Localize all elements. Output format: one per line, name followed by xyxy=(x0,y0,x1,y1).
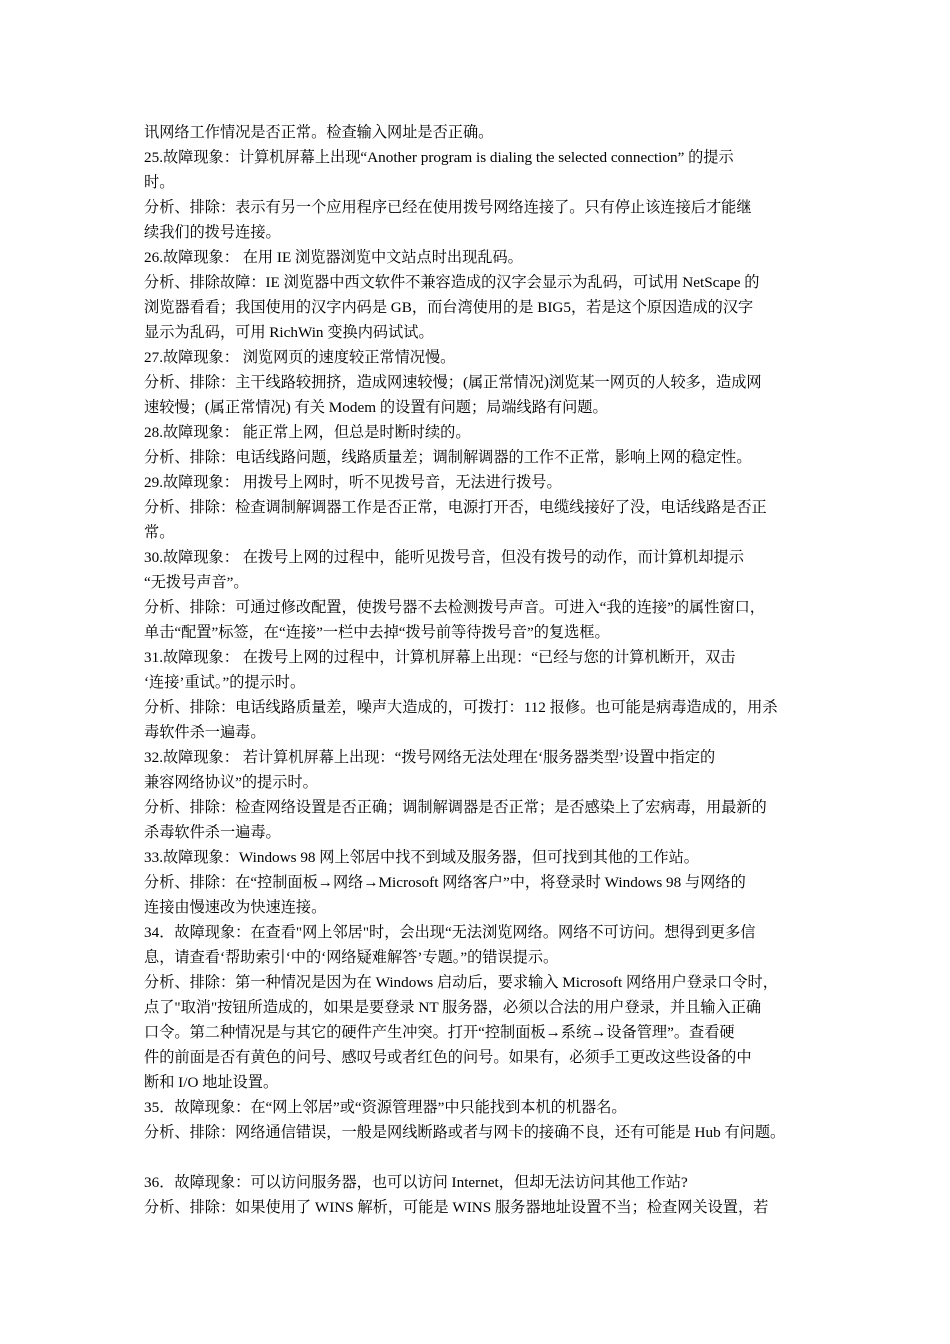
text-line: 讯网络工作情况是否正常。检查输入网址是否正确。 xyxy=(144,124,494,141)
text-line: 分析、排除：如果使用了 WINS 解析，可能是 WINS 服务器地址设置不当；检查网关设置，若 xyxy=(144,1199,769,1216)
text-line: 27.故障现象： 浏览网页的速度较正常情况慢。 xyxy=(144,349,456,366)
text-line: 分析、排除：第一种情况是因为在 Windows 启动后，要求输入 Microsoft 网络用户登录口令时， xyxy=(144,974,778,991)
text-line: 显示为乱码，可用 RichWin 变换内码试试。 xyxy=(144,324,434,341)
text-line: 分析、排除故障：IE 浏览器中西文软件不兼容造成的汉字会显示为乱码，可试用 NetScape 的 xyxy=(144,274,760,291)
text-line: 点了"取消"按钮所造成的，如果是要登录 NT 服务器，必须以合法的用户登录，并且输入正确 xyxy=(144,999,762,1016)
text-line: 续我们的拨号连接。 xyxy=(144,224,281,241)
text-line: 分析、排除：网络通信错误，一般是网线断路或者与网卡的接确不良，还有可能是 Hub 有问题。 xyxy=(144,1124,786,1141)
text-line: 件的前面是否有黄色的问号、感叹号或者红色的问号。如果有，必须手工更改这些设备的中 xyxy=(144,1049,752,1066)
text-line: 分析、排除：电话线路质量差，噪声大造成的，可拨打：112 报修。也可能是病毒造成的，用杀 xyxy=(144,699,778,716)
text-line: 分析、排除：可通过修改配置，使拨号器不去检测拨号声音。可进入“我的连接”的属性窗口， xyxy=(144,599,765,616)
text-line: 分析、排除：主干线路较拥挤，造成网速较慢；(属正常情况)浏览某一网页的人较多，造成网 xyxy=(144,374,762,391)
text-line: 兼容网络协议”的提示时。 xyxy=(144,774,318,791)
text-line: 分析、排除：表示有另一个应用程序已经在使用拨号网络连接了。只有停止该连接后才能继 xyxy=(144,199,752,216)
text-line: 31.故障现象： 在拨号上网的过程中，计算机屏幕上出现：“已经与您的计算机断开，双击 xyxy=(144,649,736,666)
text-line: 时。 xyxy=(144,174,175,191)
text-line: 32.故障现象： 若计算机屏幕上出现：“拨号网络无法处理在‘服务器类型’设置中指定的 xyxy=(144,749,716,766)
text-line: 分析、排除：在“控制面板→网络→Microsoft 网络客户”中，将登录时 Windows 98 与网络的 xyxy=(144,874,746,891)
text-line: 分析、排除：电话线路问题，线路质量差；调制解调器的工作不正常，影响上网的稳定性。 xyxy=(144,449,752,466)
text-line: 分析、排除：检查调制解调器工作是否正常，电源打开否，电缆线接好了没，电话线路是否正 xyxy=(144,499,767,516)
text-line: 杀毒软件杀一遍毒。 xyxy=(144,824,281,841)
text-line: 单击“配置”标签，在“连接”一栏中去掉“拨号前等待拨号音”的复选框。 xyxy=(144,624,610,641)
text-line: 速较慢；(属正常情况) 有关 Modem 的设置有问题；局端线路有问题。 xyxy=(144,399,608,416)
document-body xyxy=(144,120,812,1220)
text-line: 28.故障现象： 能正常上网，但总是时断时续的。 xyxy=(144,424,471,441)
text-line: 毒软件杀一遍毒。 xyxy=(144,724,266,741)
text-line: 30.故障现象： 在拨号上网的过程中，能听见拨号音，但没有拨号的动作，而计算机却提示 xyxy=(144,549,744,566)
text-line: 浏览器看看；我国使用的汉字内码是 GB，而台湾使用的是 BIG5，若是这个原因造成的汉字 xyxy=(144,299,754,316)
text-line: 25.故障现象：计算机屏幕上出现“Another program is dialing the selected connection” 的提示 xyxy=(144,149,734,166)
text-line: 息，请查看‘帮助索引‘中的‘网络疑难解答’专题。”的错误提示。 xyxy=(144,949,559,966)
text-line: 29.故障现象： 用拨号上网时，听不见拨号音，无法进行拨号。 xyxy=(144,474,562,491)
text-line: 36．故障现象：可以访问服务器，也可以访问 Internet，但却无法访问其他工作站? xyxy=(144,1174,688,1191)
text-line: 连接由慢速改为快速连接。 xyxy=(144,899,327,916)
text-line: ‘连接’重试。”的提示时。 xyxy=(144,674,306,691)
text-line: 断和 I/O 地址设置。 xyxy=(144,1074,279,1091)
text-line: 口令。第二种情况是与其它的硬件产生冲突。打开“控制面板→系统→设备管理”。查看硬 xyxy=(144,1024,735,1041)
text-line: 33.故障现象：Windows 98 网上邻居中找不到域及服务器，但可找到其他的工作站。 xyxy=(144,849,699,866)
blank-line xyxy=(144,1145,812,1170)
text-line: 常。 xyxy=(144,524,175,541)
text-line: “无拨号声音”。 xyxy=(144,574,249,591)
text-line: 34．故障现象：在查看"网上邻居"时，会出现“无法浏览网络。网络不可访问。想得到更多信 xyxy=(144,924,756,941)
text-line: 26.故障现象： 在用 IE 浏览器浏览中文站点时出现乱码。 xyxy=(144,249,523,266)
text-line: 分析、排除：检查网络设置是否正确；调制解调器是否正常；是否感染上了宏病毒，用最新的 xyxy=(144,799,767,816)
text-line: 35．故障现象：在“网上邻居”或“资源管理器”中只能找到本机的机器名。 xyxy=(144,1099,627,1116)
